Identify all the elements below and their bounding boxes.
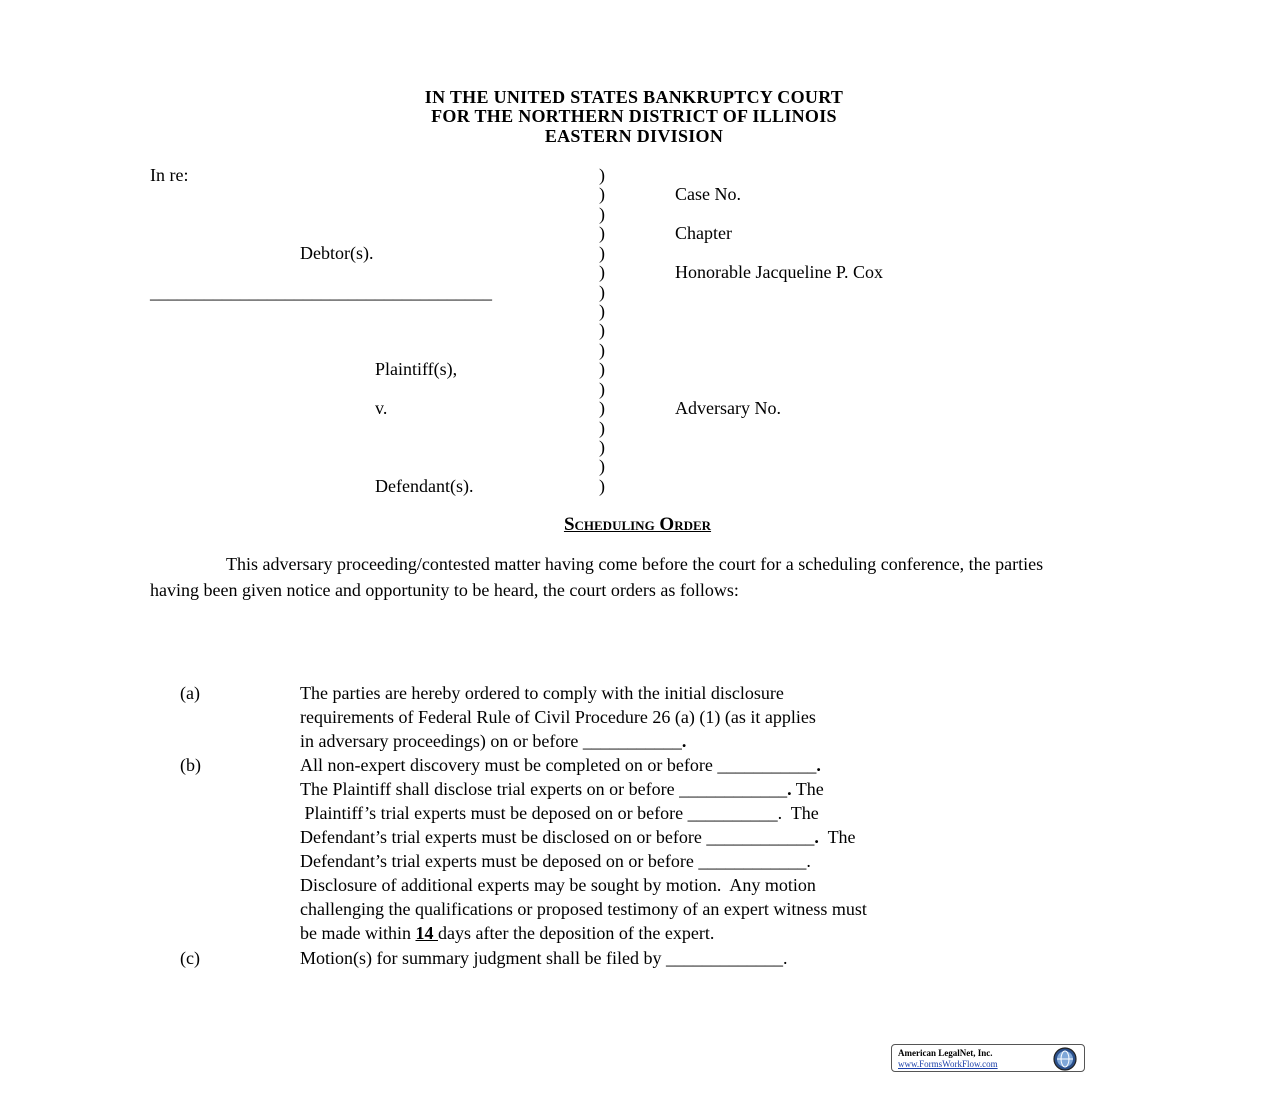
item-b-text: days after the deposition of the expert. xyxy=(437,923,715,943)
judge-name: Honorable Jacqueline P. Cox xyxy=(675,262,883,282)
item-b-text: be made within xyxy=(300,923,416,943)
caption-paren: ) xyxy=(599,301,605,321)
adversary-number-label: Adversary No. xyxy=(675,398,781,418)
chapter-label: Chapter xyxy=(675,223,732,243)
caption-paren: ) xyxy=(599,320,605,340)
debtor-label: Debtor(s). xyxy=(300,243,374,263)
item-a-line: requirements of Federal Rule of Civil Procedure 26 (a) (1) (as it applies xyxy=(300,707,816,727)
item-b-line: Plaintiff’s trial experts must be deposed on or before __________. The xyxy=(300,803,819,823)
intro-paragraph xyxy=(150,552,1090,603)
item-b-period: . xyxy=(787,779,792,799)
in-re-label: In re: xyxy=(150,165,189,185)
district-name: FOR THE NORTHERN DISTRICT OF ILLINOIS xyxy=(431,106,837,126)
item-b-line xyxy=(300,755,821,776)
division-name: EASTERN DIVISION xyxy=(544,126,724,146)
document-title: Scheduling Order xyxy=(563,514,712,535)
intro-text: This adversary proceeding/contested matter having come before the court for a scheduling conference, the parties having been given notice and opportunity to be heard, the court orders as follows: xyxy=(150,554,1044,600)
caption-paren: ) xyxy=(599,418,605,438)
caption-paren: ) xyxy=(599,476,605,496)
plaintiff-label: Plaintiff(s), xyxy=(375,359,458,379)
globe-icon xyxy=(1048,1046,1082,1072)
item-a-period: . xyxy=(681,731,687,751)
versus-label: v. xyxy=(375,398,388,418)
item-c-label: (c) xyxy=(180,948,200,968)
item-b-label: (b) xyxy=(180,755,201,775)
case-number-label: Case No. xyxy=(675,184,741,204)
item-a-label: (a) xyxy=(180,683,200,703)
item-b-period: . xyxy=(816,755,821,775)
item-b-line xyxy=(300,923,714,944)
item-b-text: The xyxy=(791,779,824,799)
caption-paren: ) xyxy=(599,282,605,302)
caption-paren: ) xyxy=(599,340,605,360)
caption-paren: ) xyxy=(599,165,605,185)
caption-paren: ) xyxy=(599,379,605,399)
item-b-text: The xyxy=(818,827,856,847)
item-a-text: in adversary proceedings) on or before ___________ xyxy=(300,731,682,751)
caption-paren: ) xyxy=(599,437,605,457)
item-b-line: Disclosure of additional experts may be sought by motion. Any motion xyxy=(300,875,816,895)
caption-paren: ) xyxy=(599,204,605,224)
footer-logo xyxy=(891,1044,1085,1072)
item-a-line xyxy=(300,731,686,752)
defendant-label: Defendant(s). xyxy=(375,476,474,496)
item-b-line xyxy=(300,779,824,800)
logo-company-name: American LegalNet, Inc. xyxy=(898,1048,993,1058)
court-name: IN THE UNITED STATES BANKRUPTCY COURT xyxy=(424,87,844,107)
caption-paren: ) xyxy=(599,184,605,204)
caption-paren: ) xyxy=(599,456,605,476)
caption-paren: ) xyxy=(599,262,605,282)
item-b-text: All non-expert discovery must be completed on or before ___________ xyxy=(300,755,817,775)
item-b-text: Defendant’s trial experts must be disclosed on or before ____________ xyxy=(300,827,815,847)
item-b-line xyxy=(300,827,856,848)
item-a-line: The parties are hereby ordered to comply with the initial disclosure xyxy=(300,683,784,703)
caption-paren: ) xyxy=(599,398,605,418)
item-c-line: Motion(s) for summary judgment shall be filed by _____________. xyxy=(300,948,788,968)
item-b-period: . xyxy=(814,827,819,847)
item-b-line: Defendant’s trial experts must be deposed on or before ____________. xyxy=(300,851,811,871)
caption-divider: ______________________________________ xyxy=(150,282,492,302)
logo-url-link[interactable]: www.FormsWorkFlow.com xyxy=(898,1059,998,1069)
caption-paren: ) xyxy=(599,243,605,263)
caption-paren: ) xyxy=(599,359,605,379)
item-b-line: challenging the qualifications or proposed testimony of an expert witness must xyxy=(300,899,867,919)
days-count: 14 xyxy=(415,923,438,943)
item-b-text: The Plaintiff shall disclose trial experts on or before ____________ xyxy=(300,779,788,799)
caption-paren: ) xyxy=(599,223,605,243)
